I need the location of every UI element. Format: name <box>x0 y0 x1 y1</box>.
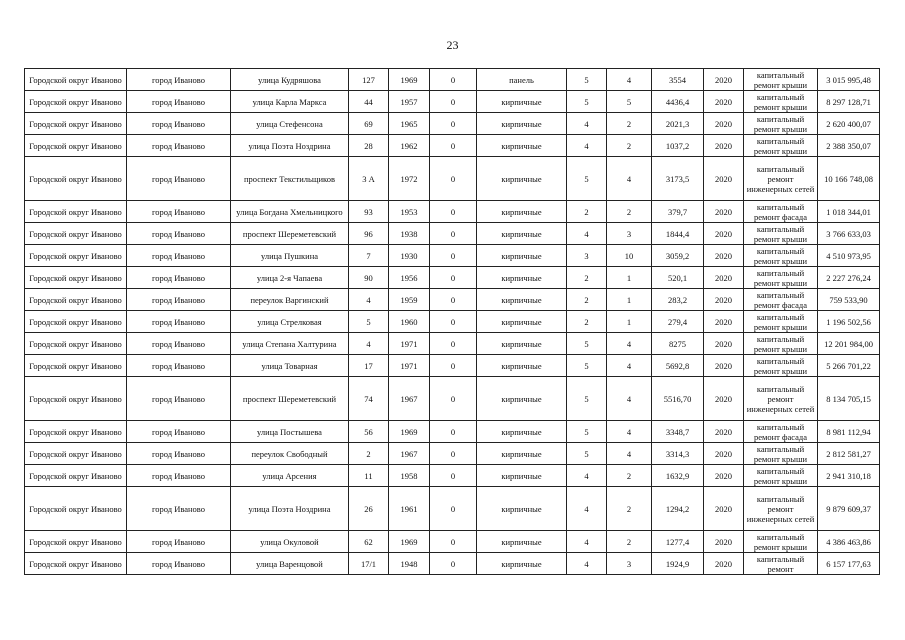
cell-area: 3554 <box>652 69 704 91</box>
cell-plan-year: 2020 <box>704 223 744 245</box>
cell-value: 0 <box>430 553 477 575</box>
cell-city: город Иваново <box>127 333 231 355</box>
cell-wall-material: кирпичные <box>477 487 567 531</box>
cell-street: улица Окуловой <box>231 531 349 553</box>
cell-work-type: капитальный ремонт инженерных сетей <box>744 487 818 531</box>
cell-street: улица Варенцовой <box>231 553 349 575</box>
cell-build-year: 1959 <box>389 289 430 311</box>
cell-value: 0 <box>430 443 477 465</box>
cell-wall-material: кирпичные <box>477 289 567 311</box>
cell-street: улица Богдана Хмельницкого <box>231 201 349 223</box>
cell-entrances: 4 <box>607 69 652 91</box>
cell-area: 283,2 <box>652 289 704 311</box>
cell-house-number: 7 <box>349 245 389 267</box>
cell-entrances: 4 <box>607 377 652 421</box>
cell-floors: 4 <box>567 553 607 575</box>
cell-okrug: Городской округ Иваново <box>25 113 127 135</box>
cell-cost: 1 196 502,56 <box>818 311 880 333</box>
cell-street: улица Стрелковая <box>231 311 349 333</box>
cell-house-number: 3 А <box>349 157 389 201</box>
table-row <box>25 531 880 553</box>
cell-cost: 8 134 705,15 <box>818 377 880 421</box>
cell-house-number: 17 <box>349 355 389 377</box>
cell-area: 1632,9 <box>652 465 704 487</box>
cell-work-type: капитальный ремонт крыши <box>744 223 818 245</box>
cell-okrug: Городской округ Иваново <box>25 69 127 91</box>
table-row <box>25 443 880 465</box>
cell-plan-year: 2020 <box>704 465 744 487</box>
cell-value: 0 <box>430 465 477 487</box>
table-row <box>25 113 880 135</box>
table-row <box>25 223 880 245</box>
cell-plan-year: 2020 <box>704 311 744 333</box>
cell-area: 379,7 <box>652 201 704 223</box>
cell-entrances: 5 <box>607 91 652 113</box>
cell-value: 0 <box>430 531 477 553</box>
cell-okrug: Городской округ Иваново <box>25 157 127 201</box>
cell-entrances: 2 <box>607 135 652 157</box>
cell-house-number: 74 <box>349 377 389 421</box>
cell-floors: 5 <box>567 421 607 443</box>
cell-wall-material: кирпичные <box>477 355 567 377</box>
cell-entrances: 4 <box>607 443 652 465</box>
cell-value: 0 <box>430 69 477 91</box>
cell-value: 0 <box>430 355 477 377</box>
cell-house-number: 11 <box>349 465 389 487</box>
cell-value: 0 <box>430 267 477 289</box>
cell-build-year: 1969 <box>389 421 430 443</box>
cell-okrug: Городской округ Иваново <box>25 311 127 333</box>
cell-street: улица Степана Халтурина <box>231 333 349 355</box>
table-row <box>25 157 880 201</box>
cell-work-type: капитальный ремонт крыши <box>744 311 818 333</box>
cell-area: 1037,2 <box>652 135 704 157</box>
cell-city: город Иваново <box>127 91 231 113</box>
cell-wall-material: кирпичные <box>477 465 567 487</box>
cell-entrances: 4 <box>607 421 652 443</box>
cell-house-number: 28 <box>349 135 389 157</box>
cell-area: 3348,7 <box>652 421 704 443</box>
cell-floors: 4 <box>567 531 607 553</box>
cell-work-type: капитальный ремонт крыши <box>744 113 818 135</box>
housing-repair-table <box>24 68 880 575</box>
cell-city: город Иваново <box>127 443 231 465</box>
cell-street: улица Пушкина <box>231 245 349 267</box>
cell-floors: 3 <box>567 245 607 267</box>
cell-wall-material: кирпичные <box>477 113 567 135</box>
table-row <box>25 289 880 311</box>
cell-value: 0 <box>430 157 477 201</box>
cell-street: проспект Шереметевский <box>231 377 349 421</box>
cell-house-number: 127 <box>349 69 389 91</box>
cell-plan-year: 2020 <box>704 69 744 91</box>
cell-house-number: 56 <box>349 421 389 443</box>
cell-wall-material: кирпичные <box>477 553 567 575</box>
cell-floors: 4 <box>567 487 607 531</box>
cell-city: город Иваново <box>127 157 231 201</box>
cell-cost: 8 297 128,71 <box>818 91 880 113</box>
cell-floors: 5 <box>567 377 607 421</box>
cell-floors: 5 <box>567 91 607 113</box>
table-row <box>25 69 880 91</box>
cell-plan-year: 2020 <box>704 91 744 113</box>
cell-floors: 4 <box>567 113 607 135</box>
table-row <box>25 421 880 443</box>
cell-house-number: 5 <box>349 311 389 333</box>
cell-floors: 2 <box>567 201 607 223</box>
cell-work-type: капитальный ремонт крыши <box>744 245 818 267</box>
cell-cost: 2 812 581,27 <box>818 443 880 465</box>
cell-area: 5692,8 <box>652 355 704 377</box>
cell-cost: 3 015 995,48 <box>818 69 880 91</box>
cell-build-year: 1960 <box>389 311 430 333</box>
cell-cost: 5 266 701,22 <box>818 355 880 377</box>
cell-value: 0 <box>430 487 477 531</box>
cell-okrug: Городской округ Иваново <box>25 443 127 465</box>
cell-house-number: 90 <box>349 267 389 289</box>
cell-okrug: Городской округ Иваново <box>25 421 127 443</box>
cell-wall-material: кирпичные <box>477 201 567 223</box>
cell-floors: 2 <box>567 267 607 289</box>
cell-build-year: 1969 <box>389 69 430 91</box>
cell-okrug: Городской округ Иваново <box>25 553 127 575</box>
cell-area: 520,1 <box>652 267 704 289</box>
cell-street: улица Поэта Ноздрина <box>231 135 349 157</box>
cell-house-number: 44 <box>349 91 389 113</box>
cell-plan-year: 2020 <box>704 267 744 289</box>
cell-work-type: капитальный ремонт инженерных сетей <box>744 157 818 201</box>
cell-cost: 8 981 112,94 <box>818 421 880 443</box>
cell-cost: 12 201 984,00 <box>818 333 880 355</box>
cell-city: город Иваново <box>127 69 231 91</box>
cell-work-type: капитальный ремонт крыши <box>744 355 818 377</box>
cell-build-year: 1961 <box>389 487 430 531</box>
cell-floors: 5 <box>567 355 607 377</box>
cell-entrances: 4 <box>607 355 652 377</box>
table-row <box>25 311 880 333</box>
cell-work-type: капитальный ремонт крыши <box>744 135 818 157</box>
cell-wall-material: кирпичные <box>477 267 567 289</box>
cell-wall-material: кирпичные <box>477 377 567 421</box>
cell-build-year: 1938 <box>389 223 430 245</box>
cell-work-type: капитальный ремонт крыши <box>744 531 818 553</box>
cell-cost: 3 766 633,03 <box>818 223 880 245</box>
cell-street: переулок Свободный <box>231 443 349 465</box>
cell-build-year: 1967 <box>389 443 430 465</box>
cell-entrances: 2 <box>607 465 652 487</box>
cell-wall-material: кирпичные <box>477 531 567 553</box>
cell-plan-year: 2020 <box>704 443 744 465</box>
cell-work-type: капитальный ремонт крыши <box>744 443 818 465</box>
cell-floors: 5 <box>567 443 607 465</box>
cell-house-number: 62 <box>349 531 389 553</box>
table-row <box>25 553 880 575</box>
cell-area: 1277,4 <box>652 531 704 553</box>
cell-okrug: Городской округ Иваново <box>25 333 127 355</box>
cell-work-type: капитальный ремонт крыши <box>744 91 818 113</box>
cell-street: улица Кудряшова <box>231 69 349 91</box>
cell-city: город Иваново <box>127 223 231 245</box>
cell-build-year: 1957 <box>389 91 430 113</box>
cell-entrances: 1 <box>607 267 652 289</box>
cell-street: улица 2-я Чапаева <box>231 267 349 289</box>
cell-street: проспект Шереметевский <box>231 223 349 245</box>
cell-floors: 2 <box>567 311 607 333</box>
cell-city: город Иваново <box>127 135 231 157</box>
cell-wall-material: кирпичные <box>477 223 567 245</box>
cell-city: город Иваново <box>127 113 231 135</box>
cell-city: город Иваново <box>127 201 231 223</box>
table-row <box>25 377 880 421</box>
cell-build-year: 1956 <box>389 267 430 289</box>
cell-work-type: капитальный ремонт фасада <box>744 289 818 311</box>
cell-area: 279,4 <box>652 311 704 333</box>
cell-street: улица Поэта Ноздрина <box>231 487 349 531</box>
cell-wall-material: панель <box>477 69 567 91</box>
cell-okrug: Городской округ Иваново <box>25 289 127 311</box>
cell-work-type: капитальный ремонт фасада <box>744 421 818 443</box>
cell-cost: 2 941 310,18 <box>818 465 880 487</box>
cell-cost: 2 620 400,07 <box>818 113 880 135</box>
cell-okrug: Городской округ Иваново <box>25 465 127 487</box>
cell-value: 0 <box>430 223 477 245</box>
cell-value: 0 <box>430 289 477 311</box>
cell-build-year: 1953 <box>389 201 430 223</box>
cell-wall-material: кирпичные <box>477 157 567 201</box>
cell-entrances: 3 <box>607 553 652 575</box>
cell-value: 0 <box>430 333 477 355</box>
cell-cost: 9 879 609,37 <box>818 487 880 531</box>
cell-plan-year: 2020 <box>704 333 744 355</box>
cell-cost: 4 510 973,95 <box>818 245 880 267</box>
cell-floors: 5 <box>567 69 607 91</box>
cell-build-year: 1965 <box>389 113 430 135</box>
table-row <box>25 487 880 531</box>
cell-city: город Иваново <box>127 487 231 531</box>
cell-entrances: 3 <box>607 223 652 245</box>
cell-work-type: капитальный ремонт фасада <box>744 201 818 223</box>
cell-city: город Иваново <box>127 377 231 421</box>
cell-value: 0 <box>430 421 477 443</box>
cell-city: город Иваново <box>127 465 231 487</box>
cell-okrug: Городской округ Иваново <box>25 267 127 289</box>
cell-cost: 759 533,90 <box>818 289 880 311</box>
cell-area: 3314,3 <box>652 443 704 465</box>
cell-entrances: 1 <box>607 311 652 333</box>
cell-plan-year: 2020 <box>704 531 744 553</box>
cell-okrug: Городской округ Иваново <box>25 531 127 553</box>
cell-area: 4436,4 <box>652 91 704 113</box>
cell-plan-year: 2020 <box>704 377 744 421</box>
cell-area: 1844,4 <box>652 223 704 245</box>
cell-wall-material: кирпичные <box>477 91 567 113</box>
cell-value: 0 <box>430 245 477 267</box>
cell-area: 5516,70 <box>652 377 704 421</box>
cell-floors: 5 <box>567 157 607 201</box>
cell-street: улица Стефенсона <box>231 113 349 135</box>
cell-house-number: 17/1 <box>349 553 389 575</box>
cell-okrug: Городской округ Иваново <box>25 201 127 223</box>
cell-plan-year: 2020 <box>704 135 744 157</box>
cell-plan-year: 2020 <box>704 289 744 311</box>
cell-okrug: Городской округ Иваново <box>25 245 127 267</box>
cell-entrances: 1 <box>607 289 652 311</box>
cell-house-number: 26 <box>349 487 389 531</box>
cell-floors: 4 <box>567 135 607 157</box>
cell-city: город Иваново <box>127 245 231 267</box>
cell-area: 2021,3 <box>652 113 704 135</box>
cell-entrances: 2 <box>607 531 652 553</box>
cell-plan-year: 2020 <box>704 201 744 223</box>
cell-plan-year: 2020 <box>704 355 744 377</box>
cell-okrug: Городской округ Иваново <box>25 377 127 421</box>
cell-plan-year: 2020 <box>704 113 744 135</box>
cell-build-year: 1930 <box>389 245 430 267</box>
cell-value: 0 <box>430 311 477 333</box>
cell-area: 3059,2 <box>652 245 704 267</box>
cell-build-year: 1969 <box>389 531 430 553</box>
table-row <box>25 465 880 487</box>
cell-wall-material: кирпичные <box>477 135 567 157</box>
cell-house-number: 4 <box>349 289 389 311</box>
cell-wall-material: кирпичные <box>477 333 567 355</box>
table-row <box>25 267 880 289</box>
cell-value: 0 <box>430 91 477 113</box>
cell-okrug: Городской округ Иваново <box>25 223 127 245</box>
cell-value: 0 <box>430 113 477 135</box>
cell-street: улица Постышева <box>231 421 349 443</box>
cell-cost: 10 166 748,08 <box>818 157 880 201</box>
table-body <box>25 69 880 575</box>
cell-build-year: 1971 <box>389 333 430 355</box>
cell-entrances: 4 <box>607 333 652 355</box>
cell-city: город Иваново <box>127 289 231 311</box>
cell-cost: 2 388 350,07 <box>818 135 880 157</box>
cell-city: город Иваново <box>127 531 231 553</box>
cell-street: проспект Текстильщиков <box>231 157 349 201</box>
cell-floors: 5 <box>567 333 607 355</box>
cell-city: город Иваново <box>127 311 231 333</box>
cell-area: 8275 <box>652 333 704 355</box>
cell-plan-year: 2020 <box>704 157 744 201</box>
cell-house-number: 2 <box>349 443 389 465</box>
cell-house-number: 4 <box>349 333 389 355</box>
cell-build-year: 1962 <box>389 135 430 157</box>
cell-city: город Иваново <box>127 355 231 377</box>
cell-cost: 2 227 276,24 <box>818 267 880 289</box>
cell-area: 1924,9 <box>652 553 704 575</box>
cell-floors: 2 <box>567 289 607 311</box>
cell-build-year: 1967 <box>389 377 430 421</box>
cell-wall-material: кирпичные <box>477 311 567 333</box>
table-row <box>25 91 880 113</box>
cell-house-number: 96 <box>349 223 389 245</box>
cell-wall-material: кирпичные <box>477 245 567 267</box>
table-row <box>25 135 880 157</box>
cell-floors: 4 <box>567 223 607 245</box>
cell-city: город Иваново <box>127 553 231 575</box>
page-number: 23 <box>446 38 459 52</box>
cell-street: улица Карла Маркса <box>231 91 349 113</box>
cell-work-type: капитальный ремонт <box>744 553 818 575</box>
cell-value: 0 <box>430 201 477 223</box>
cell-build-year: 1958 <box>389 465 430 487</box>
cell-plan-year: 2020 <box>704 245 744 267</box>
cell-work-type: капитальный ремонт крыши <box>744 69 818 91</box>
cell-cost: 1 018 344,01 <box>818 201 880 223</box>
cell-build-year: 1972 <box>389 157 430 201</box>
cell-street: переулок Варгинский <box>231 289 349 311</box>
cell-build-year: 1971 <box>389 355 430 377</box>
cell-work-type: капитальный ремонт крыши <box>744 333 818 355</box>
cell-entrances: 2 <box>607 201 652 223</box>
cell-plan-year: 2020 <box>704 487 744 531</box>
cell-work-type: капитальный ремонт крыши <box>744 465 818 487</box>
table-row <box>25 333 880 355</box>
cell-okrug: Городской округ Иваново <box>25 91 127 113</box>
cell-area: 3173,5 <box>652 157 704 201</box>
cell-floors: 4 <box>567 465 607 487</box>
cell-cost: 6 157 177,63 <box>818 553 880 575</box>
cell-house-number: 69 <box>349 113 389 135</box>
cell-entrances: 4 <box>607 157 652 201</box>
cell-street: улица Арсения <box>231 465 349 487</box>
cell-entrances: 10 <box>607 245 652 267</box>
cell-city: город Иваново <box>127 421 231 443</box>
cell-work-type: капитальный ремонт крыши <box>744 267 818 289</box>
cell-okrug: Городской округ Иваново <box>25 135 127 157</box>
cell-plan-year: 2020 <box>704 553 744 575</box>
cell-city: город Иваново <box>127 267 231 289</box>
cell-value: 0 <box>430 377 477 421</box>
cell-cost: 4 386 463,86 <box>818 531 880 553</box>
cell-wall-material: кирпичные <box>477 443 567 465</box>
cell-okrug: Городской округ Иваново <box>25 487 127 531</box>
table-row <box>25 245 880 267</box>
cell-street: улица Товарная <box>231 355 349 377</box>
cell-entrances: 2 <box>607 113 652 135</box>
cell-wall-material: кирпичные <box>477 421 567 443</box>
table-row <box>25 355 880 377</box>
table-row <box>25 201 880 223</box>
cell-okrug: Городской округ Иваново <box>25 355 127 377</box>
cell-entrances: 2 <box>607 487 652 531</box>
cell-value: 0 <box>430 135 477 157</box>
cell-area: 1294,2 <box>652 487 704 531</box>
cell-house-number: 93 <box>349 201 389 223</box>
cell-work-type: капитальный ремонт инженерных сетей <box>744 377 818 421</box>
cell-build-year: 1948 <box>389 553 430 575</box>
cell-plan-year: 2020 <box>704 421 744 443</box>
